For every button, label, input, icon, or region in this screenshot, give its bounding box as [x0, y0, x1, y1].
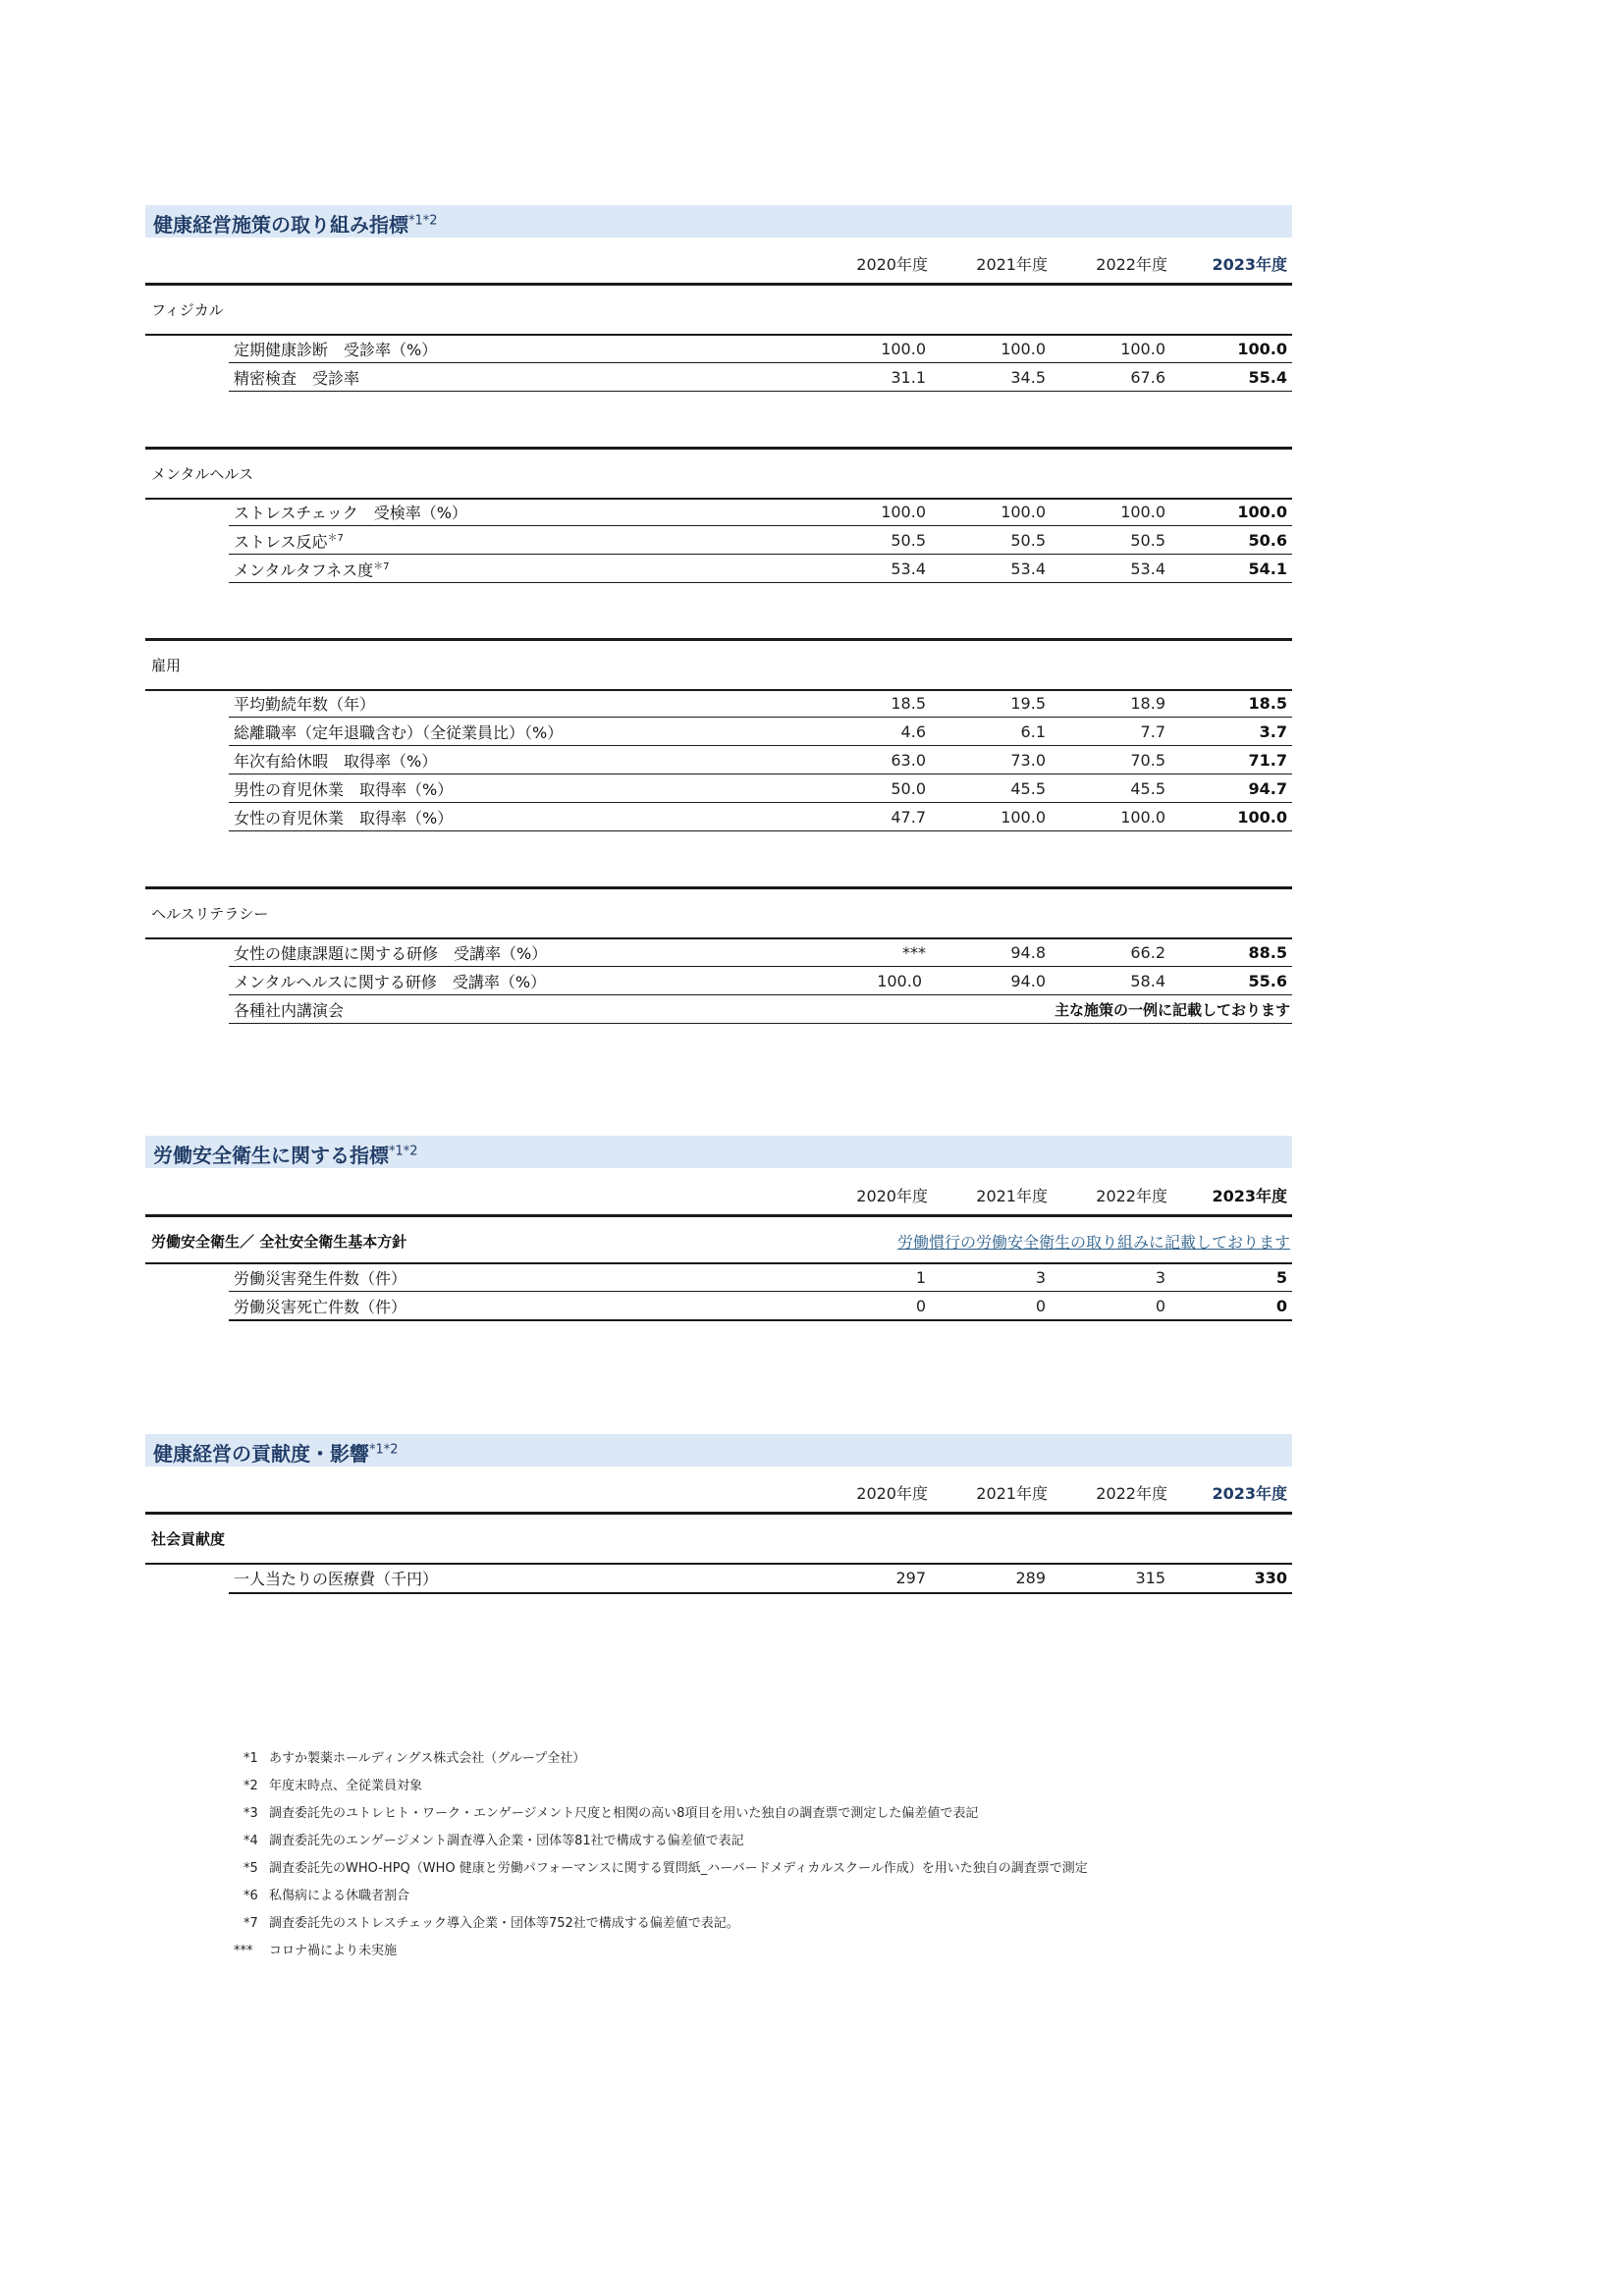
year-header-2020: 2020年度	[856, 255, 928, 274]
row-label: 労働災害死亡件数（件）	[234, 1298, 407, 1316]
divider	[229, 582, 1292, 583]
cell: 5	[1275, 1268, 1287, 1287]
year-header-2020: 2020年度	[856, 1484, 928, 1503]
divider	[229, 1592, 1292, 1594]
category-social-contribution: 社会貢献度	[151, 1530, 226, 1548]
cell: 70.5	[1130, 751, 1165, 770]
cell: 71.7	[1248, 751, 1287, 770]
cell: 100.0	[1120, 503, 1165, 521]
safety-initiatives-link[interactable]: 労働慣行の労働安全衛生の取り組みに記載しております	[896, 1233, 1290, 1252]
cell: 18.5	[1248, 694, 1287, 713]
cell: 3	[1035, 1268, 1046, 1287]
cell: 58.4	[1130, 972, 1165, 990]
section-title: 健康経営の貢献度・影響	[153, 1442, 369, 1466]
row-label: メンタルタフネス度$^{*7}$	[234, 561, 390, 580]
cell: 94.8	[1010, 943, 1046, 962]
cell: 3	[1155, 1268, 1165, 1287]
row-label: 定期健康診断 受診率（%）	[234, 341, 438, 359]
cell: 289	[1015, 1569, 1046, 1587]
cell: 50.5	[1010, 531, 1046, 550]
cell: 19.5	[1010, 694, 1046, 713]
footnote: *** コロナ禍により未実施	[234, 1944, 398, 1958]
cell: 315	[1135, 1569, 1165, 1587]
cell: 54.1	[1248, 560, 1287, 578]
year-header-2021: 2021年度	[976, 1484, 1048, 1503]
section-title: 労働安全衛生に関する指標	[153, 1144, 389, 1167]
row-label: 年次有給休暇 取得率（%）	[234, 752, 438, 771]
category-mental-health: メンタルヘルス	[151, 465, 253, 483]
divider	[145, 1563, 1292, 1565]
footnote: *4 調査委託先のエンゲージメント調査導入企業・団体等81社で構成する偏差値で表記	[244, 1834, 744, 1848]
year-header-2022: 2022年度	[1096, 255, 1167, 274]
year-header-2022: 2022年度	[1096, 1484, 1167, 1503]
divider	[145, 447, 1292, 450]
cell: 55.4	[1248, 368, 1287, 387]
cell: 100.0	[1001, 808, 1046, 827]
divider	[229, 554, 1292, 555]
footnote: *3 調査委託先のユトレヒト・ワーク・エンゲージメント尺度と相関の高い8項目を用いた独自の調査票で測定した偏差値で表記	[244, 1806, 979, 1821]
cell: 0	[1155, 1297, 1165, 1315]
row-label: ストレスチェック 受検率（%）	[234, 504, 467, 522]
divider	[229, 966, 1292, 967]
cell: 45.5	[1130, 779, 1165, 798]
cell: 100.0	[1237, 503, 1287, 521]
divider	[229, 525, 1292, 526]
divider	[229, 717, 1292, 718]
cell: 67.6	[1130, 368, 1165, 387]
cell: 100.0	[1001, 340, 1046, 358]
footnote-ref: *1*2	[408, 213, 438, 229]
cell: 53.4	[1010, 560, 1046, 578]
cell: 53.4	[1130, 560, 1165, 578]
year-header-2023: 2023年度	[1212, 1484, 1287, 1503]
cell: 100.0	[1001, 503, 1046, 521]
divider	[145, 638, 1292, 641]
cell: 45.5	[1010, 779, 1046, 798]
cell: 53.4	[891, 560, 926, 578]
cell: 100.0	[1120, 808, 1165, 827]
divider	[229, 745, 1292, 746]
cell: 18.5	[891, 694, 926, 713]
year-header-2021: 2021年度	[976, 255, 1048, 274]
row-label: メンタルヘルスに関する研修 受講率（%）	[234, 973, 547, 991]
category-physical: フィジカル	[151, 301, 224, 319]
divider	[229, 830, 1292, 831]
section-header-occupational-safety	[145, 1136, 1292, 1168]
row-label: 精密検査 受診率	[234, 369, 360, 388]
cell: 1	[915, 1268, 926, 1287]
row-label: 総離職率（定年退職含む）（全従業員比）（%）	[234, 723, 564, 742]
divider	[229, 1291, 1292, 1292]
footnote: *7 調査委託先のストレスチェック導入企業・団体等752社で構成する偏差値で表記。	[244, 1916, 739, 1931]
divider	[145, 886, 1292, 889]
cell: 0	[1275, 1297, 1287, 1315]
year-header-2021: 2021年度	[976, 1187, 1048, 1205]
cell: 94.0	[1010, 972, 1046, 990]
cell: 66.2	[1130, 943, 1165, 962]
divider	[145, 1214, 1292, 1217]
footnote: *6 私傷病による休職者割合	[244, 1889, 410, 1903]
year-header-2022: 2022年度	[1096, 1187, 1167, 1205]
row-label: 一人当たりの医療費（千円）	[234, 1570, 439, 1588]
divider	[145, 1512, 1292, 1515]
divider	[145, 283, 1292, 286]
cell: 3.7	[1259, 722, 1287, 741]
row-label: 平均勤続年数（年）	[234, 695, 376, 714]
category-safety-policy: 労働安全衛生／ 全社安全衛生基本方針	[151, 1233, 407, 1251]
section-header-health-measures	[145, 205, 1292, 238]
category-health-literacy: ヘルスリテラシー	[151, 905, 269, 923]
cell: 100.0	[1237, 340, 1287, 358]
year-header-2020: 2020年度	[856, 1187, 928, 1205]
cell: ***	[902, 943, 926, 962]
cell: 7.7	[1140, 722, 1165, 741]
cell: 330	[1254, 1569, 1287, 1587]
row-label: ストレス反応$^{*7}$	[234, 532, 344, 552]
row-label: 労働災害発生件数（件）	[234, 1269, 407, 1288]
footnote-ref: *1*2	[369, 1442, 399, 1458]
divider	[229, 994, 1292, 995]
divider	[229, 1023, 1292, 1024]
footnote-ref: *1*2	[389, 1144, 418, 1159]
divider	[145, 1262, 1292, 1264]
cell: 6.1	[1020, 722, 1046, 741]
row-label: 女性の育児休業 取得率（%）	[234, 809, 454, 828]
cell: 100.0	[1237, 808, 1287, 827]
cell: 73.0	[1010, 751, 1046, 770]
cell: 18.9	[1130, 694, 1165, 713]
cell: 100.0	[877, 972, 922, 990]
divider	[229, 362, 1292, 363]
cell: 88.5	[1248, 943, 1287, 962]
row-label: 女性の健康課題に関する研修 受講率（%）	[234, 944, 548, 963]
cell: 55.6	[1248, 972, 1287, 990]
divider	[229, 1319, 1292, 1321]
cell: 100.0	[881, 340, 926, 358]
cell: 50.6	[1248, 531, 1287, 550]
year-header-2023: 2023年度	[1212, 255, 1287, 274]
cell: 0	[1035, 1297, 1046, 1315]
cell: 50.5	[891, 531, 926, 550]
cell: 4.6	[900, 722, 926, 741]
cell: 63.0	[891, 751, 926, 770]
category-employment: 雇用	[151, 657, 182, 674]
divider	[229, 802, 1292, 803]
divider	[145, 334, 1292, 336]
row-label: 男性の育児休業 取得率（%）	[234, 780, 454, 799]
divider	[145, 937, 1292, 939]
cell: 50.0	[891, 779, 926, 798]
divider	[145, 689, 1292, 691]
cell: 100.0	[881, 503, 926, 521]
cell: 47.7	[891, 808, 926, 827]
lecture-note: 主な施策の一例に記載しております	[1054, 1001, 1290, 1019]
divider	[229, 391, 1292, 392]
footnote: *1 あすか製薬ホールディングス株式会社（グループ全社）	[244, 1751, 586, 1766]
footnote: *2 年度末時点、全従業員対象	[244, 1779, 423, 1793]
cell: 50.5	[1130, 531, 1165, 550]
cell: 34.5	[1010, 368, 1046, 387]
row-label: 各種社内講演会	[234, 1001, 345, 1020]
cell: 31.1	[891, 368, 926, 387]
cell: 297	[895, 1569, 926, 1587]
cell: 94.7	[1248, 779, 1287, 798]
divider	[145, 498, 1292, 500]
cell: 0	[915, 1297, 926, 1315]
cell: 100.0	[1120, 340, 1165, 358]
year-header-2023: 2023年度	[1212, 1187, 1287, 1205]
footnote: *5 調査委託先のWHO-HPQ（WHO 健康と労働パフォーマンスに関する質問紙_ハーバードメディカルスクール作成）を用いた独自の調査票で測定	[244, 1861, 1088, 1876]
section-header-contribution	[145, 1434, 1292, 1467]
section-title: 健康経営施策の取り組み指標	[153, 213, 408, 237]
